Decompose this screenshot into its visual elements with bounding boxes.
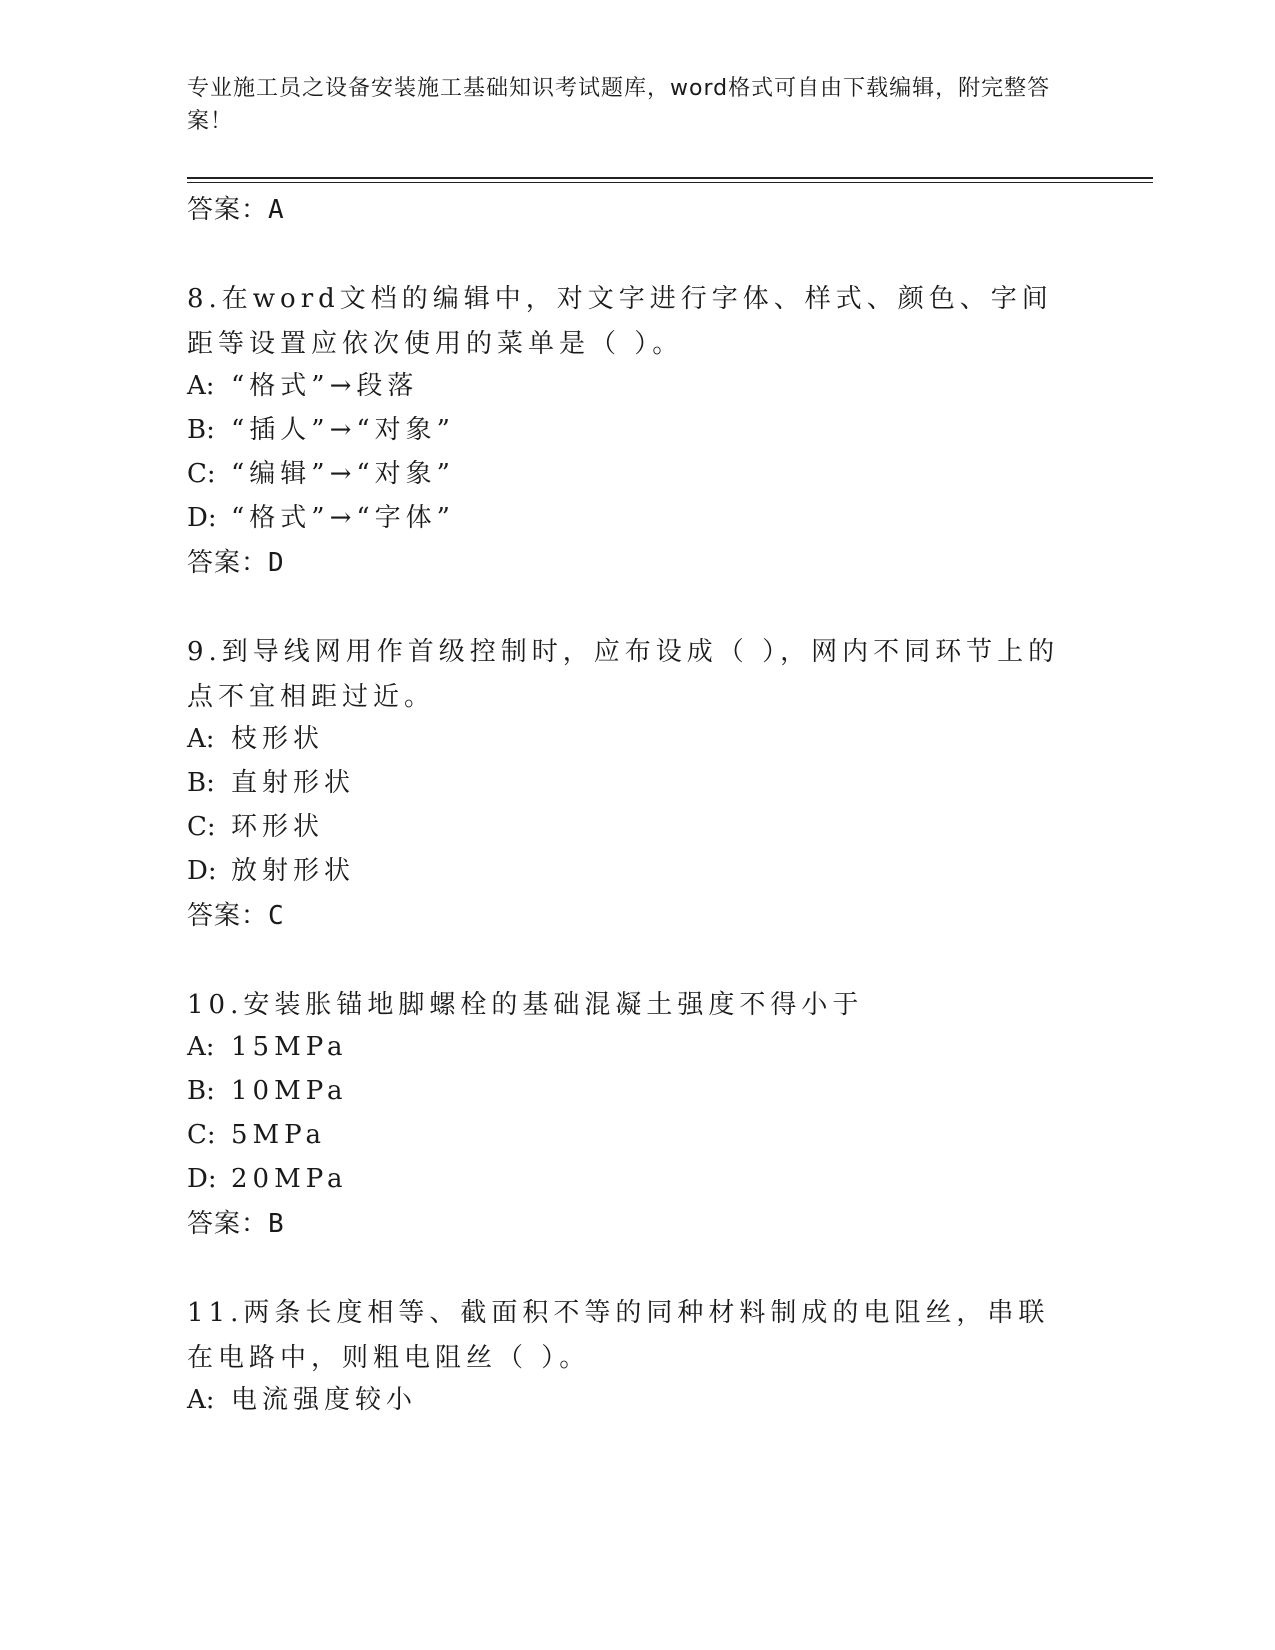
question-10-option-d (187, 1161, 348, 1197)
question-11-option-a (187, 1382, 417, 1418)
option-text: 15MPa (231, 1032, 348, 1062)
question-8-option-c (187, 456, 455, 492)
question-9-option-b (187, 765, 355, 801)
answer-value: D (268, 548, 285, 578)
option-key: C: (187, 1120, 216, 1150)
question-10-option-b (187, 1073, 348, 1109)
header-rule-thin (187, 182, 1153, 183)
option-key: A: (187, 724, 215, 754)
option-key: A: (187, 1385, 215, 1415)
question-8-option-d (187, 500, 455, 536)
option-key: D: (187, 856, 217, 886)
option-text: 放射形状 (231, 856, 356, 886)
answer-value: B (268, 1209, 285, 1239)
option-key: D: (187, 503, 217, 533)
option-text: 5MPa (231, 1120, 326, 1150)
question-8-option-a (187, 368, 418, 404)
question-8-answer (187, 545, 285, 581)
option-text: 电流强度较小 (231, 1385, 418, 1415)
question-10-text: 10.安装胀锚地脚螺栓的基础混凝土强度不得小于 (187, 990, 864, 1020)
question-9-option-d (187, 853, 355, 889)
answer-line (187, 192, 285, 228)
option-key: A: (187, 1032, 215, 1062)
answer-label: 答案： (187, 195, 269, 225)
option-key: B: (187, 768, 215, 798)
document-header: 专业施工员之设备安装施工基础知识考试题库，word格式可自由下载编辑，附完整答案！ (187, 76, 1051, 134)
question-10-answer (187, 1206, 285, 1242)
option-key: D: (187, 1164, 217, 1194)
option-text: 环形状 (231, 812, 325, 842)
question-8-option-b (187, 412, 455, 448)
question-11-text: 11.两条长度相等、截面积不等的同种材料制成的电阻丝，串联在电路中，则粗电阻丝（ ）。 (187, 1298, 1050, 1373)
option-text: “格式”→段落 (231, 371, 419, 401)
answer-label: 答案： (187, 548, 269, 578)
option-text: “格式”→“字体” (231, 503, 455, 533)
answer-label: 答案： (187, 1209, 269, 1239)
answer-label: 答案： (187, 901, 269, 931)
question-9-option-a (187, 721, 324, 757)
option-key: C: (187, 459, 216, 489)
question-8-text: 8.在word文档的编辑中，对文字进行字体、样式、颜色、字间距等设置应依次使用的菜单是（ ）。 (187, 284, 1053, 359)
option-text: 枝形状 (231, 724, 325, 754)
option-text: 直射形状 (231, 768, 356, 798)
question-10-option-c (187, 1117, 326, 1153)
option-key: C: (187, 812, 216, 842)
header-rule-thick (187, 177, 1153, 179)
question-9-answer (187, 898, 285, 934)
answer-value: A (268, 195, 285, 225)
option-text: 20MPa (231, 1164, 348, 1194)
answer-value: C (268, 901, 285, 931)
option-key: B: (187, 415, 215, 445)
question-9-option-c (187, 809, 324, 845)
option-key: A: (187, 371, 215, 401)
option-text: 10MPa (231, 1076, 348, 1106)
question-9-text: 9.到导线网用作首级控制时，应布设成（ ），网内不同环节上的点不宜相距过近。 (187, 637, 1060, 712)
question-10-option-a (187, 1029, 348, 1065)
option-text: “编辑”→“对象” (231, 459, 455, 489)
option-key: B: (187, 1076, 215, 1106)
option-text: “插人”→“对象” (231, 415, 455, 445)
